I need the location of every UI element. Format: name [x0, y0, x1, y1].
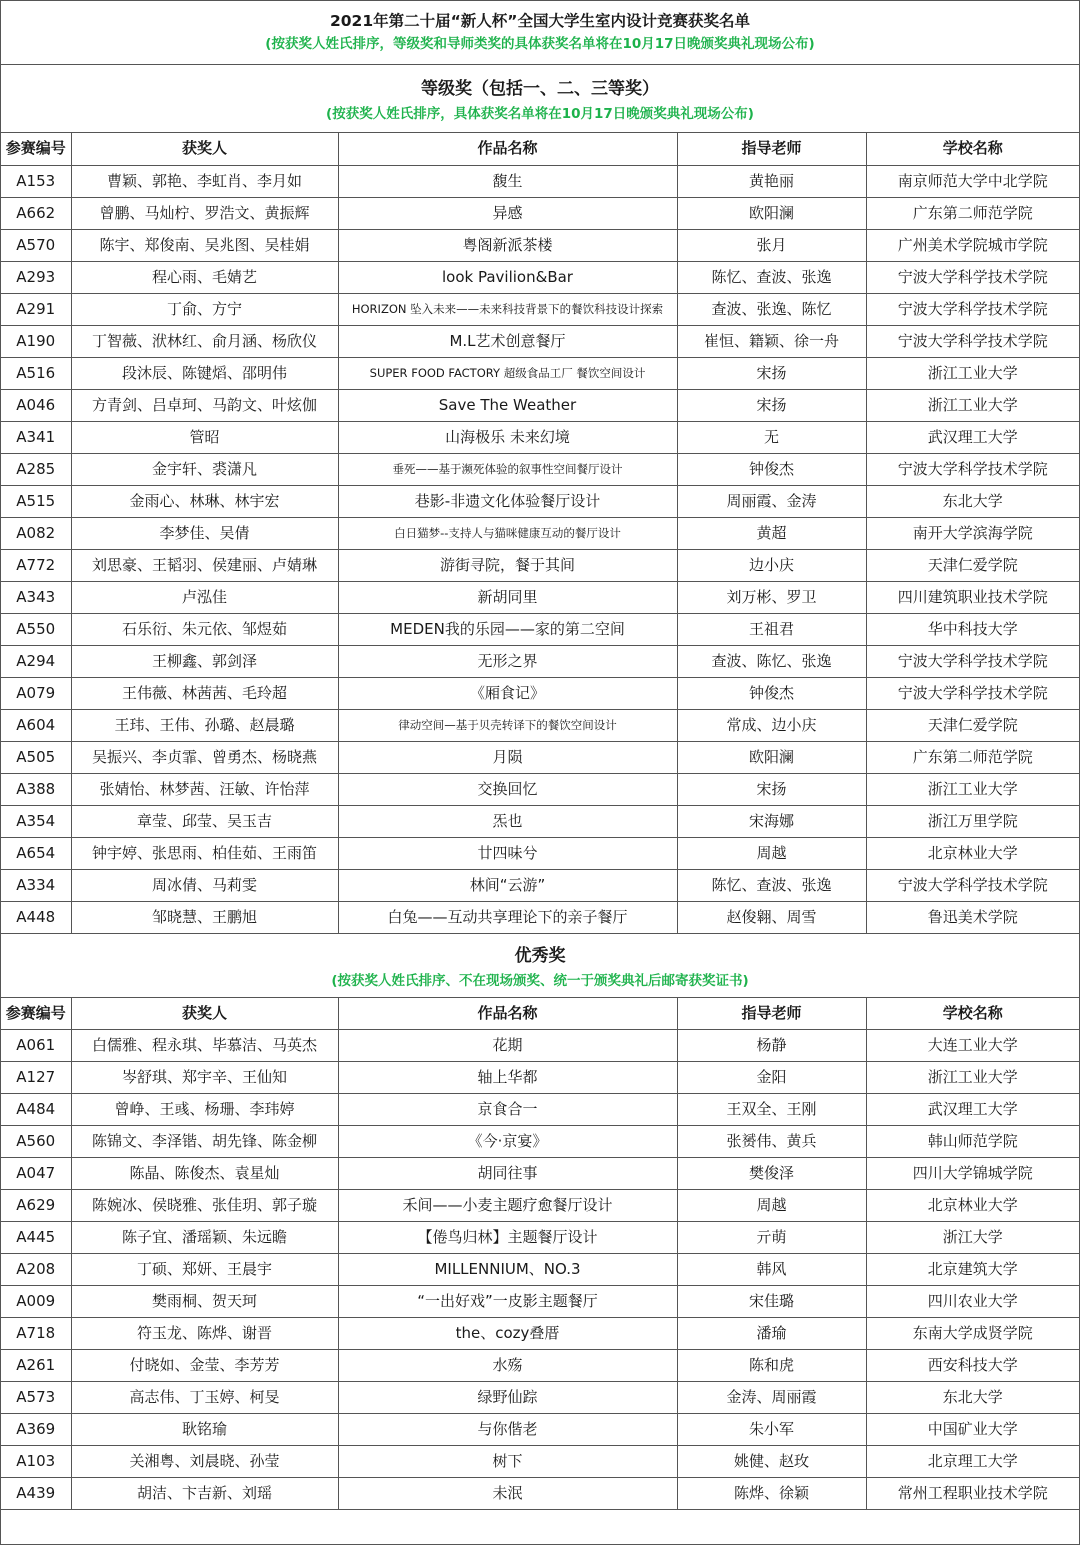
winners-cell: 符玉龙、陈烨、谢晋 — [71, 1318, 338, 1350]
work-title-cell: 未泯 — [338, 1478, 677, 1510]
school-cell: 东南大学成贤学院 — [866, 1318, 1079, 1350]
school-cell: 南京师范大学中北学院 — [866, 165, 1079, 197]
winners-cell: 丁硕、郑妍、王晨宇 — [71, 1254, 338, 1286]
advisor-cell: 樊俊泽 — [677, 1158, 866, 1190]
entry-id-cell: A009 — [1, 1286, 71, 1318]
table-row — [1, 1158, 1079, 1190]
excellent-award-title: 优秀奖 — [514, 945, 566, 966]
advisor-cell: 钟俊杰 — [677, 677, 866, 709]
advisor-cell: 黄超 — [677, 517, 866, 549]
work-title-cell: 林间“云游” — [338, 869, 677, 901]
table-row — [1, 869, 1079, 901]
table-row — [1, 1030, 1079, 1062]
entry-id-cell: A341 — [1, 421, 71, 453]
entry-id-cell: A153 — [1, 165, 71, 197]
work-title-cell: 游街寻院，餐于其间 — [338, 549, 677, 581]
advisor-cell: 无 — [677, 421, 866, 453]
school-cell: 韩山师范学院 — [866, 1126, 1079, 1158]
entry-id-cell: A190 — [1, 325, 71, 357]
school-cell: 宁波大学科学技术学院 — [866, 869, 1079, 901]
advisor-cell: 杨静 — [677, 1030, 866, 1062]
table-row — [1, 421, 1079, 453]
entry-id-cell: A448 — [1, 901, 71, 933]
work-title-cell: 禾间——小麦主题疗愈餐厅设计 — [338, 1190, 677, 1222]
winners-cell: 陈婉冰、侯晓雅、张佳玥、郭子璇 — [71, 1190, 338, 1222]
winners-cell: 吴振兴、李贞霏、曾勇杰、杨晓燕 — [71, 741, 338, 773]
winners-cell: 卢泓佳 — [71, 581, 338, 613]
entry-id-cell: A516 — [1, 357, 71, 389]
work-title-cell: “一出好戏”一皮影主题餐厅 — [338, 1286, 677, 1318]
advisor-cell: 钟俊杰 — [677, 453, 866, 485]
entry-id-cell: A047 — [1, 1158, 71, 1190]
school-cell: 浙江大学 — [866, 1222, 1079, 1254]
document-note: (按获奖人姓氏排序，等级奖和导师类奖的具体获奖名单将在10月17日晚颁奖典礼现场公布) — [265, 36, 815, 52]
entry-id-cell: A127 — [1, 1062, 71, 1094]
school-cell: 中国矿业大学 — [866, 1414, 1079, 1446]
table-row — [1, 261, 1079, 293]
advisor-cell: 刘万彬、罗卫 — [677, 581, 866, 613]
work-title-cell: 《今·京宴》 — [338, 1126, 677, 1158]
school-cell: 浙江工业大学 — [866, 389, 1079, 421]
work-title-cell: 水殇 — [338, 1350, 677, 1382]
entry-id-cell: A293 — [1, 261, 71, 293]
table-row — [1, 1446, 1079, 1478]
table-row — [1, 1062, 1079, 1094]
table-row — [1, 741, 1079, 773]
winners-cell: 王柳鑫、郭剑泽 — [71, 645, 338, 677]
advisor-cell: 周越 — [677, 837, 866, 869]
table-row — [1, 901, 1079, 933]
entry-id-cell: A629 — [1, 1190, 71, 1222]
school-cell: 南开大学滨海学院 — [866, 517, 1079, 549]
school-cell: 北京建筑大学 — [866, 1254, 1079, 1286]
work-title-cell: 树下 — [338, 1446, 677, 1478]
entry-id-cell: A103 — [1, 1446, 71, 1478]
table-row — [1, 453, 1079, 485]
table-row — [1, 645, 1079, 677]
table-row — [1, 1254, 1079, 1286]
advisor-cell: 金阳 — [677, 1062, 866, 1094]
grade-award-title: 等级奖（包括一、二、三等奖） — [421, 79, 659, 99]
school-cell: 浙江工业大学 — [866, 773, 1079, 805]
col-header-work: 作品名称 — [338, 133, 677, 165]
table-row — [1, 1094, 1079, 1126]
work-title-cell: 京食合一 — [338, 1094, 677, 1126]
school-cell: 东北大学 — [866, 1382, 1079, 1414]
winners-cell: 陈子宜、潘瑶颖、朱远瞻 — [71, 1222, 338, 1254]
col-header-school: 学校名称 — [866, 133, 1079, 165]
entry-id-cell: A654 — [1, 837, 71, 869]
work-title-cell: M.L艺术创意餐厅 — [338, 325, 677, 357]
winners-cell: 陈锦文、李泽锴、胡先锋、陈金柳 — [71, 1126, 338, 1158]
entry-id-cell: A294 — [1, 645, 71, 677]
school-cell: 宁波大学科学技术学院 — [866, 645, 1079, 677]
work-title-cell: 山海极乐 未来幻境 — [338, 421, 677, 453]
work-title-cell: 粤阁新派茶楼 — [338, 229, 677, 261]
school-cell: 常州工程职业技术学院 — [866, 1478, 1079, 1510]
winners-cell: 付晓如、金莹、李芳芳 — [71, 1350, 338, 1382]
entry-id-cell: A343 — [1, 581, 71, 613]
winners-cell: 段沐辰、陈键熖、邵明伟 — [71, 357, 338, 389]
table-row — [1, 357, 1079, 389]
winners-cell: 邹晓慧、王鹏旭 — [71, 901, 338, 933]
winners-cell: 金雨心、林琳、林宇宏 — [71, 485, 338, 517]
entry-id-cell: A484 — [1, 1094, 71, 1126]
table-row — [1, 581, 1079, 613]
document-title: 2021年第二十届“新人杯”全国大学生室内设计竞赛获奖名单 — [329, 12, 750, 30]
work-title-cell: 无形之界 — [338, 645, 677, 677]
entry-id-cell: A369 — [1, 1414, 71, 1446]
advisor-cell: 亓萌 — [677, 1222, 866, 1254]
work-title-cell: 交换回忆 — [338, 773, 677, 805]
work-title-cell: 胡同往事 — [338, 1158, 677, 1190]
advisor-cell: 宋扬 — [677, 357, 866, 389]
winners-cell: 程心雨、毛婧艺 — [71, 261, 338, 293]
advisor-cell: 韩风 — [677, 1254, 866, 1286]
grade-award-note: (按获奖人姓氏排序，具体获奖名单将在10月17日晚颁奖典礼现场公布) — [326, 106, 754, 122]
entry-id-cell: A573 — [1, 1382, 71, 1414]
winners-cell: 丁俞、方宁 — [71, 293, 338, 325]
entry-id-cell: A046 — [1, 389, 71, 421]
school-cell: 东北大学 — [866, 485, 1079, 517]
winners-cell: 耿铭瑜 — [71, 1414, 338, 1446]
school-cell: 广州美术学院城市学院 — [866, 229, 1079, 261]
work-title-cell: 炁也 — [338, 805, 677, 837]
advisor-cell: 金涛、周丽霞 — [677, 1382, 866, 1414]
work-title-cell: 【倦鸟归林】主题餐厅设计 — [338, 1222, 677, 1254]
winners-cell: 曹颖、郭艳、李虹肖、李月如 — [71, 165, 338, 197]
winners-cell: 李梦佳、吴倩 — [71, 517, 338, 549]
school-cell: 华中科技大学 — [866, 613, 1079, 645]
school-cell: 西安科技大学 — [866, 1350, 1079, 1382]
school-cell: 浙江工业大学 — [866, 1062, 1079, 1094]
table-row — [1, 389, 1079, 421]
entry-id-cell: A570 — [1, 229, 71, 261]
excellent-award-header — [1, 934, 1079, 998]
table-row — [1, 837, 1079, 869]
advisor-cell: 常成、边小庆 — [677, 709, 866, 741]
entry-id-cell: A388 — [1, 773, 71, 805]
col-header-id: 参赛编号 — [1, 998, 71, 1030]
advisor-cell: 宋佳璐 — [677, 1286, 866, 1318]
grade-award-header — [1, 65, 1079, 133]
advisor-cell: 陈忆、查波、张逸 — [677, 869, 866, 901]
advisor-cell: 边小庆 — [677, 549, 866, 581]
work-title-cell: 巷影-非遗文化体验餐厅设计 — [338, 485, 677, 517]
school-cell: 四川建筑职业技术学院 — [866, 581, 1079, 613]
table-row — [1, 485, 1079, 517]
table-row — [1, 773, 1079, 805]
winners-cell: 章莹、邱莹、吴玉吉 — [71, 805, 338, 837]
advisor-cell: 崔恒、籍颖、徐一舟 — [677, 325, 866, 357]
document-header — [1, 1, 1079, 65]
work-title-cell: 白兔——互动共享理论下的亲子餐厅 — [338, 901, 677, 933]
school-cell: 广东第二师范学院 — [866, 741, 1079, 773]
winners-cell: 金宇轩、裘潇凡 — [71, 453, 338, 485]
table-row — [1, 709, 1079, 741]
entry-id-cell: A718 — [1, 1318, 71, 1350]
work-title-cell: 白日猫梦--支持人与猫咪健康互动的餐厅设计 — [338, 517, 677, 549]
winners-cell: 张婧怡、林梦茜、汪敏、许怡萍 — [71, 773, 338, 805]
winners-cell: 方青剑、吕卓珂、马韵文、叶炫伽 — [71, 389, 338, 421]
col-header-work: 作品名称 — [338, 998, 677, 1030]
entry-id-cell: A550 — [1, 613, 71, 645]
school-cell: 浙江工业大学 — [866, 357, 1079, 389]
entry-id-cell: A439 — [1, 1478, 71, 1510]
advisor-cell: 陈忆、查波、张逸 — [677, 261, 866, 293]
school-cell: 大连工业大学 — [866, 1030, 1079, 1062]
table-row — [1, 1478, 1079, 1510]
advisor-cell: 黄艳丽 — [677, 165, 866, 197]
winners-cell: 关湘粤、刘晨晓、孙莹 — [71, 1446, 338, 1478]
entry-id-cell: A445 — [1, 1222, 71, 1254]
col-header-advisor: 指导老师 — [677, 133, 866, 165]
advisor-cell: 潘瑜 — [677, 1318, 866, 1350]
work-title-cell: 月陨 — [338, 741, 677, 773]
work-title-cell: 廿四味兮 — [338, 837, 677, 869]
entry-id-cell: A285 — [1, 453, 71, 485]
winners-cell: 樊雨桐、贺天珂 — [71, 1286, 338, 1318]
work-title-cell: MILLENNIUM、NO.3 — [338, 1254, 677, 1286]
table-row — [1, 325, 1079, 357]
advisor-cell: 周越 — [677, 1190, 866, 1222]
school-cell: 宁波大学科学技术学院 — [866, 453, 1079, 485]
advisor-cell: 姚健、赵玫 — [677, 1446, 866, 1478]
table-row — [1, 1190, 1079, 1222]
advisor-cell: 张月 — [677, 229, 866, 261]
school-cell: 北京理工大学 — [866, 1446, 1079, 1478]
winners-cell: 陈宇、郑俊南、吴兆图、吴桂娟 — [71, 229, 338, 261]
advisor-cell: 王祖君 — [677, 613, 866, 645]
work-title-cell: 与你偕老 — [338, 1414, 677, 1446]
winners-cell: 岑舒琪、郑宇辛、王仙知 — [71, 1062, 338, 1094]
entry-id-cell: A061 — [1, 1030, 71, 1062]
winners-cell: 管昭 — [71, 421, 338, 453]
work-title-cell: 异感 — [338, 197, 677, 229]
work-title-cell: HORIZON 坠入未来——未来科技背景下的餐饮科技设计探索 — [338, 293, 677, 325]
col-header-school: 学校名称 — [866, 998, 1079, 1030]
school-cell: 宁波大学科学技术学院 — [866, 293, 1079, 325]
school-cell: 北京林业大学 — [866, 1190, 1079, 1222]
table-row — [1, 1126, 1079, 1158]
table-row — [1, 293, 1079, 325]
school-cell: 北京林业大学 — [866, 837, 1079, 869]
winners-cell: 白儒雅、程永琪、毕慕洁、马英杰 — [71, 1030, 338, 1062]
work-title-cell: 绿野仙踪 — [338, 1382, 677, 1414]
table-row — [1, 517, 1079, 549]
winners-cell: 石乐衍、朱元依、邹煜茹 — [71, 613, 338, 645]
advisor-cell: 宋扬 — [677, 389, 866, 421]
table-row — [1, 197, 1079, 229]
winners-cell: 周冰倩、马莉雯 — [71, 869, 338, 901]
school-cell: 天津仁爱学院 — [866, 709, 1079, 741]
excellent-award-note: (按获奖人姓氏排序、不在现场颁奖、统一于颁奖典礼后邮寄获奖证书) — [331, 972, 749, 989]
winners-cell: 钟宇婷、张思雨、柏佳茹、王雨笛 — [71, 837, 338, 869]
school-cell: 武汉理工大学 — [866, 1094, 1079, 1126]
advisor-cell: 周丽霞、金涛 — [677, 485, 866, 517]
advisor-cell: 陈和虎 — [677, 1350, 866, 1382]
school-cell: 宁波大学科学技术学院 — [866, 677, 1079, 709]
advisor-cell: 宋海娜 — [677, 805, 866, 837]
table-row — [1, 805, 1079, 837]
entry-id-cell: A082 — [1, 517, 71, 549]
work-title-cell: 馥生 — [338, 165, 677, 197]
work-title-cell: 花期 — [338, 1030, 677, 1062]
winners-cell: 刘思豪、王韬羽、侯建丽、卢婧琳 — [71, 549, 338, 581]
col-header-winners: 获奖人 — [71, 998, 338, 1030]
work-title-cell: 《厢食记》 — [338, 677, 677, 709]
winners-cell: 王伟薇、林茜茜、毛玲超 — [71, 677, 338, 709]
excellent-award-table — [1, 998, 1079, 1511]
table-header-row — [1, 133, 1079, 165]
advisor-cell: 查波、张逸、陈忆 — [677, 293, 866, 325]
entry-id-cell: A334 — [1, 869, 71, 901]
work-title-cell: look Pavilion&Bar — [338, 261, 677, 293]
school-cell: 四川大学锦城学院 — [866, 1158, 1079, 1190]
work-title-cell: 新胡同里 — [338, 581, 677, 613]
entry-id-cell: A354 — [1, 805, 71, 837]
work-title-cell: SUPER FOOD FACTORY 超级食品工厂 餐饮空间设计 — [338, 357, 677, 389]
col-header-advisor: 指导老师 — [677, 998, 866, 1030]
table-row — [1, 1350, 1079, 1382]
work-title-cell: Save The Weather — [338, 389, 677, 421]
winners-cell: 曾峥、王彧、杨珊、李玮婷 — [71, 1094, 338, 1126]
work-title-cell: 律动空间—基于贝壳转译下的餐饮空间设计 — [338, 709, 677, 741]
school-cell: 鲁迅美术学院 — [866, 901, 1079, 933]
entry-id-cell: A208 — [1, 1254, 71, 1286]
advisor-cell: 查波、陈忆、张逸 — [677, 645, 866, 677]
winners-cell: 陈晶、陈俊杰、袁星灿 — [71, 1158, 338, 1190]
table-row — [1, 549, 1079, 581]
advisor-cell: 张赟伟、黄兵 — [677, 1126, 866, 1158]
col-header-id: 参赛编号 — [1, 133, 71, 165]
school-cell: 宁波大学科学技术学院 — [866, 261, 1079, 293]
advisor-cell: 欧阳澜 — [677, 197, 866, 229]
table-row — [1, 1382, 1079, 1414]
entry-id-cell: A505 — [1, 741, 71, 773]
winners-cell: 胡洁、卞吉新、刘瑶 — [71, 1478, 338, 1510]
work-title-cell: MEDEN我的乐园——家的第二空间 — [338, 613, 677, 645]
school-cell: 宁波大学科学技术学院 — [866, 325, 1079, 357]
table-row — [1, 229, 1079, 261]
winners-cell: 曾鹏、马灿柠、罗浩文、黄振辉 — [71, 197, 338, 229]
winners-cell: 王玮、王伟、孙璐、赵晨璐 — [71, 709, 338, 741]
table-row — [1, 1318, 1079, 1350]
table-row — [1, 165, 1079, 197]
advisor-cell: 陈烨、徐颖 — [677, 1478, 866, 1510]
col-header-winners: 获奖人 — [71, 133, 338, 165]
advisor-cell: 赵俊翱、周雪 — [677, 901, 866, 933]
entry-id-cell: A604 — [1, 709, 71, 741]
table-row — [1, 1414, 1079, 1446]
advisor-cell: 宋扬 — [677, 773, 866, 805]
winners-cell: 高志伟、丁玉婷、柯旻 — [71, 1382, 338, 1414]
entry-id-cell: A662 — [1, 197, 71, 229]
school-cell: 四川农业大学 — [866, 1286, 1079, 1318]
entry-id-cell: A291 — [1, 293, 71, 325]
school-cell: 天津仁爱学院 — [866, 549, 1079, 581]
entry-id-cell: A261 — [1, 1350, 71, 1382]
table-row — [1, 1286, 1079, 1318]
advisor-cell: 王双全、王刚 — [677, 1094, 866, 1126]
school-cell: 浙江万里学院 — [866, 805, 1079, 837]
table-row — [1, 613, 1079, 645]
entry-id-cell: A079 — [1, 677, 71, 709]
entry-id-cell: A515 — [1, 485, 71, 517]
work-title-cell: 轴上华都 — [338, 1062, 677, 1094]
winners-cell: 丁智薇、洑林红、俞月涵、杨欣仪 — [71, 325, 338, 357]
work-title-cell: the、cozy叠厝 — [338, 1318, 677, 1350]
entry-id-cell: A772 — [1, 549, 71, 581]
school-cell: 广东第二师范学院 — [866, 197, 1079, 229]
table-row — [1, 677, 1079, 709]
table-header-row — [1, 998, 1079, 1030]
entry-id-cell: A560 — [1, 1126, 71, 1158]
advisor-cell: 朱小军 — [677, 1414, 866, 1446]
school-cell: 武汉理工大学 — [866, 421, 1079, 453]
table-row — [1, 1222, 1079, 1254]
work-title-cell: 垂死——基于濒死体验的叙事性空间餐厅设计 — [338, 453, 677, 485]
advisor-cell: 欧阳澜 — [677, 741, 866, 773]
grade-award-table — [1, 133, 1079, 934]
